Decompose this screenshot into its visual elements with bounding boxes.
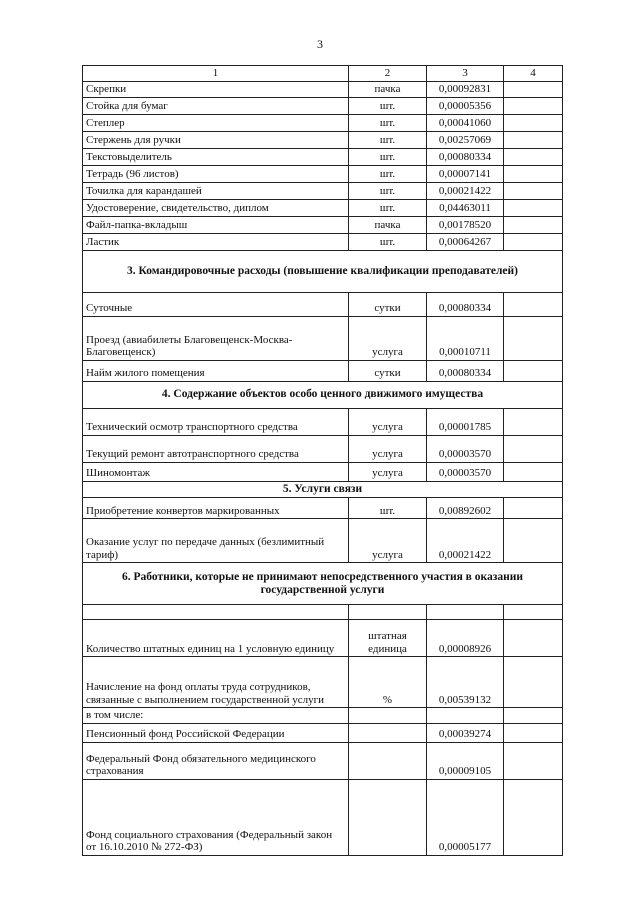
empty-cell	[504, 234, 563, 251]
norm-value-cell: 0,00080334	[427, 361, 504, 382]
section-heading-row	[83, 482, 563, 498]
item-name-cell: Удостоверение, свидетельство, диплом	[83, 200, 349, 217]
unit-cell	[349, 742, 427, 779]
unit-cell: шт.	[349, 149, 427, 166]
table-row	[83, 115, 563, 132]
section-title: 5. Услуги связи	[83, 482, 563, 498]
unit-cell	[349, 779, 427, 855]
header-col-4: 4	[504, 66, 563, 82]
norm-value-cell: 0,00010711	[427, 317, 504, 361]
table-row	[83, 293, 563, 317]
norms-table-body	[83, 66, 563, 856]
item-name-cell: Ластик	[83, 234, 349, 251]
item-name-cell: Стойка для бумаг	[83, 98, 349, 115]
norm-value-cell: 0,00021422	[427, 519, 504, 563]
section-heading-row	[83, 382, 563, 409]
empty-cell	[504, 436, 563, 463]
empty-cell	[504, 317, 563, 361]
norm-value-cell: 0,00092831	[427, 82, 504, 98]
item-name-cell: в том числе:	[83, 708, 349, 724]
table-row	[83, 98, 563, 115]
page-number: 3	[317, 37, 323, 51]
item-name-cell: Текущий ремонт автотранспортного средства	[83, 436, 349, 463]
empty-cell	[504, 708, 563, 724]
table-row	[83, 183, 563, 200]
item-name-cell: Файл-папка-вкладыш	[83, 217, 349, 234]
unit-cell: услуга	[349, 519, 427, 563]
item-name-cell: Скрепки	[83, 82, 349, 98]
norm-value-cell: 0,00005177	[427, 779, 504, 855]
blank-cell	[83, 605, 349, 620]
section-title: 3. Командировочные расходы (повышение квалификации преподавателей)	[83, 251, 563, 293]
item-name-cell: Суточные	[83, 293, 349, 317]
table-row	[83, 723, 563, 742]
blank-cell	[349, 605, 427, 620]
unit-cell	[349, 723, 427, 742]
empty-cell	[504, 620, 563, 657]
table-row	[83, 742, 563, 779]
table-row	[83, 132, 563, 149]
unit-cell: пачка	[349, 82, 427, 98]
empty-cell	[504, 742, 563, 779]
unit-cell: услуга	[349, 317, 427, 361]
item-name-cell: Стержень для ручки	[83, 132, 349, 149]
item-name-cell: Начисление на фонд оплаты труда сотрудников, связанные с выполнением государственной услуги	[83, 657, 349, 708]
unit-cell: сутки	[349, 361, 427, 382]
norm-value-cell: 0,00001785	[427, 409, 504, 436]
empty-cell	[504, 82, 563, 98]
item-name-cell: Текстовыделитель	[83, 149, 349, 166]
unit-cell: шт.	[349, 498, 427, 519]
item-name-cell: Фонд социального страхования (Федеральный закон от 16.10.2010 № 272-ФЗ)	[83, 779, 349, 855]
empty-cell	[504, 723, 563, 742]
item-name-cell: Найм жилого помещения	[83, 361, 349, 382]
blank-cell	[427, 605, 504, 620]
norm-value-cell: 0,00021422	[427, 183, 504, 200]
table-row	[83, 317, 563, 361]
unit-cell: сутки	[349, 293, 427, 317]
section-heading-row	[83, 563, 563, 605]
table-row	[83, 519, 563, 563]
item-name-cell: Приобретение конвертов маркированных	[83, 498, 349, 519]
header-col-1: 1	[83, 66, 349, 82]
unit-cell: шт.	[349, 115, 427, 132]
table-row	[83, 361, 563, 382]
empty-cell	[504, 498, 563, 519]
table-row	[83, 166, 563, 183]
norm-value-cell: 0,00080334	[427, 149, 504, 166]
header-col-2: 2	[349, 66, 427, 82]
empty-cell	[504, 361, 563, 382]
blank-row	[83, 605, 563, 620]
norm-value-cell: 0,00009105	[427, 742, 504, 779]
table-row	[83, 620, 563, 657]
item-name-cell: Проезд (авиабилеты Благовещенск-Москва-Благовещенск)	[83, 317, 349, 361]
unit-cell: услуга	[349, 409, 427, 436]
section-title: 6. Работники, которые не принимают непосредственного участия в оказании государственной услуги	[83, 563, 563, 605]
table-row	[83, 200, 563, 217]
unit-cell: шт.	[349, 200, 427, 217]
norm-value-cell: 0,00080334	[427, 293, 504, 317]
empty-cell	[504, 409, 563, 436]
unit-cell: шт.	[349, 98, 427, 115]
table-row	[83, 498, 563, 519]
empty-cell	[504, 149, 563, 166]
unit-cell: шт.	[349, 183, 427, 200]
norm-value-cell: 0,00041060	[427, 115, 504, 132]
table-row	[83, 149, 563, 166]
item-name-cell: Точилка для карандашей	[83, 183, 349, 200]
empty-cell	[504, 657, 563, 708]
unit-cell: шт.	[349, 166, 427, 183]
empty-cell	[504, 115, 563, 132]
table-row	[83, 82, 563, 98]
table-header-row	[83, 66, 563, 82]
norm-value-cell: 0,00257069	[427, 132, 504, 149]
table-row	[83, 779, 563, 855]
norms-table	[82, 65, 563, 856]
empty-cell	[504, 183, 563, 200]
unit-cell: шт.	[349, 234, 427, 251]
norm-value-cell: 0,00005356	[427, 98, 504, 115]
norm-value-cell: 0,00178520	[427, 217, 504, 234]
empty-cell	[504, 132, 563, 149]
item-name-cell: Степлер	[83, 115, 349, 132]
item-name-cell: Шиномонтаж	[83, 463, 349, 482]
item-name-cell: Количество штатных единиц на 1 условную единицу	[83, 620, 349, 657]
norm-value-cell: 0,04463011	[427, 200, 504, 217]
unit-cell	[349, 708, 427, 724]
table-row	[83, 463, 563, 482]
norm-value-cell: 0,00003570	[427, 436, 504, 463]
table-row	[83, 657, 563, 708]
empty-cell	[504, 779, 563, 855]
unit-cell: штатная единица	[349, 620, 427, 657]
item-name-cell: Технический осмотр транспортного средства	[83, 409, 349, 436]
norm-value-cell	[427, 708, 504, 724]
empty-cell	[504, 463, 563, 482]
empty-cell	[504, 98, 563, 115]
empty-cell	[504, 293, 563, 317]
norm-value-cell: 0,00039274	[427, 723, 504, 742]
table-row	[83, 708, 563, 724]
norm-value-cell: 0,00007141	[427, 166, 504, 183]
unit-cell: услуга	[349, 436, 427, 463]
norm-value-cell: 0,00008926	[427, 620, 504, 657]
header-col-3: 3	[427, 66, 504, 82]
empty-cell	[504, 217, 563, 234]
empty-cell	[504, 166, 563, 183]
norm-value-cell: 0,00003570	[427, 463, 504, 482]
blank-cell	[504, 605, 563, 620]
item-name-cell: Тетрадь (96 листов)	[83, 166, 349, 183]
section-heading-row	[83, 251, 563, 293]
unit-cell: шт.	[349, 132, 427, 149]
empty-cell	[504, 519, 563, 563]
unit-cell: %	[349, 657, 427, 708]
item-name-cell: Пенсионный фонд Российской Федерации	[83, 723, 349, 742]
empty-cell	[504, 200, 563, 217]
unit-cell: услуга	[349, 463, 427, 482]
table-row	[83, 436, 563, 463]
norm-value-cell: 0,00539132	[427, 657, 504, 708]
unit-cell: пачка	[349, 217, 427, 234]
item-name-cell: Федеральный Фонд обязательного медицинского страхования	[83, 742, 349, 779]
item-name-cell: Оказание услуг по передаче данных (безлимитный тариф)	[83, 519, 349, 563]
norm-value-cell: 0,00892602	[427, 498, 504, 519]
norm-value-cell: 0,00064267	[427, 234, 504, 251]
table-row	[83, 409, 563, 436]
table-row	[83, 217, 563, 234]
table-row	[83, 234, 563, 251]
section-title: 4. Содержание объектов особо ценного движимого имущества	[83, 382, 563, 409]
